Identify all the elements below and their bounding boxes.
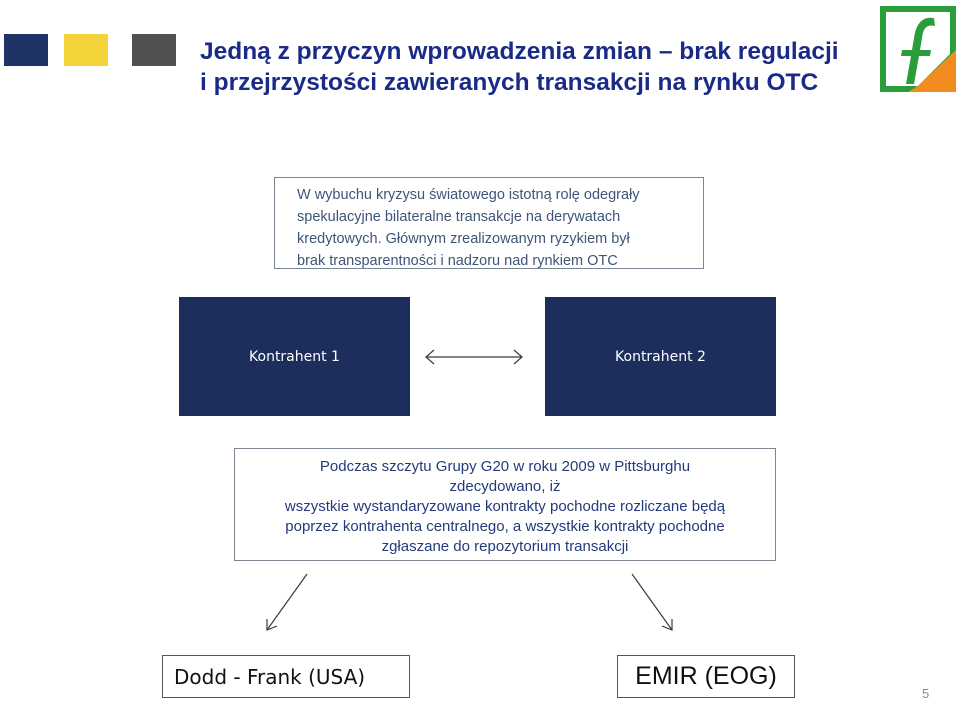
- counterparty-2-box: [545, 297, 776, 416]
- arrow-down-left-icon: [263, 572, 311, 634]
- page-number: 5: [922, 686, 930, 701]
- dodd-frank-box: [162, 655, 410, 698]
- title-line-1: Jedną z przyczyn wprowadzenia zmian – brak regulacji: [200, 38, 839, 65]
- crisis-cause-line: brak transparentności i nadzoru nad rynkiem OTC: [297, 253, 618, 269]
- crisis-cause-box: [274, 177, 704, 269]
- counterparty-2-label: Kontrahent 2: [615, 348, 706, 365]
- g20-decision-line: zgłaszane do repozytorium transakcji: [381, 538, 629, 555]
- counterparty-1-box: [179, 297, 410, 416]
- g20-decision-line: poprzez kontrahenta centralnego, a wszystkie kontrakty pochodne: [285, 518, 725, 535]
- logo-f-icon: [878, 4, 958, 94]
- emir-label: EMIR (EOG): [635, 662, 777, 690]
- double-arrow-icon: [424, 348, 524, 366]
- page-title: [200, 36, 880, 98]
- g20-decision-line: Podczas szczytu Grupy G20 w roku 2009 w Pittsburghu: [319, 458, 691, 475]
- crisis-cause-line: W wybuchu kryzysu światowego istotną rolę odegrały: [297, 187, 640, 203]
- counterparty-1-label: Kontrahent 1: [249, 348, 340, 365]
- arrow-down-right-icon: [628, 572, 676, 634]
- emir-box: [617, 655, 795, 698]
- header-square-yellow: [64, 34, 108, 66]
- dodd-frank-label: Dodd - Frank (USA): [174, 664, 366, 689]
- g20-decision-line: wszystkie wystandaryzowane kontrakty pochodne rozliczane będą: [284, 498, 726, 515]
- title-line-2: i przejrzystości zawieranych transakcji na rynku OTC: [200, 69, 819, 96]
- header-square-gray: [132, 34, 176, 66]
- g20-decision-box: [234, 448, 776, 561]
- crisis-cause-line: spekulacyjne bilateralne transakcje na derywatach: [297, 209, 621, 225]
- crisis-cause-line: kredytowych. Głównym zrealizowanym ryzykiem był: [297, 231, 630, 247]
- g20-decision-line: zdecydowano, iż: [449, 478, 561, 495]
- header-square-navy: [4, 34, 48, 66]
